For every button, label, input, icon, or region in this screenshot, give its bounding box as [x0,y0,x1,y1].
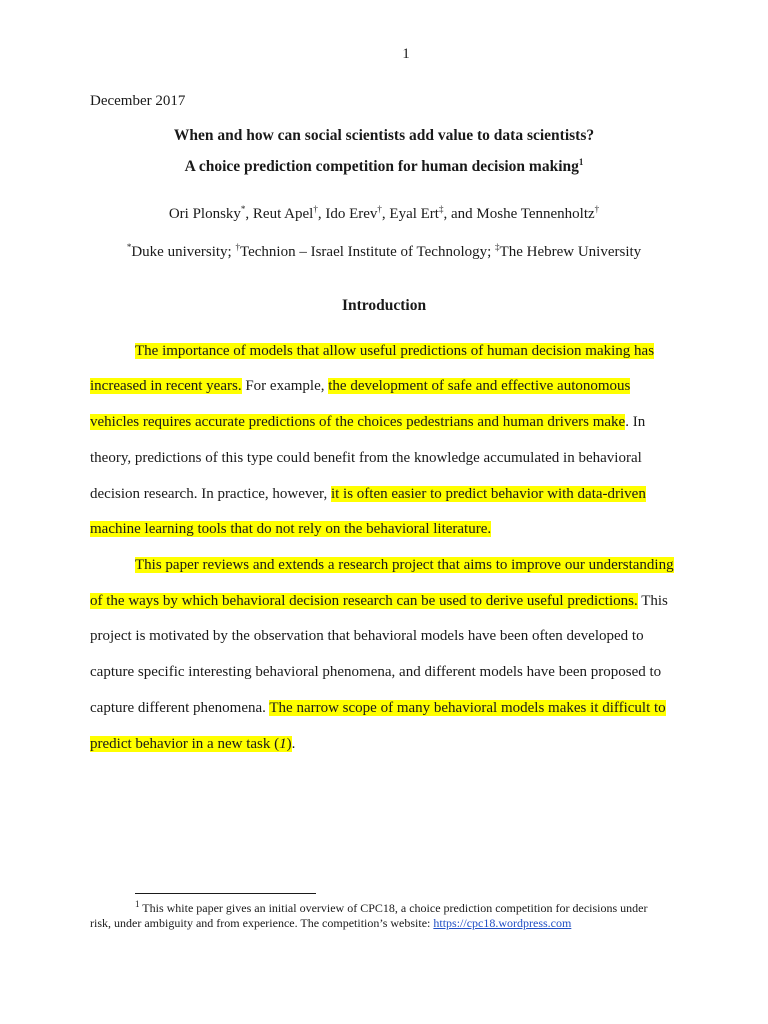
paper-title-text: A choice prediction competition for human decision making [184,158,579,175]
footnote-line-1 [135,901,648,916]
highlighted-text-part: predict behavior in a new task ( [90,736,280,752]
paper-title-line-2 [0,158,768,176]
author-name: Ori Plonsky [168,206,241,222]
highlighted-text: vehicles requires accurate predictions of the choices pedestrians and human drivers make [90,414,626,430]
body-text: This [637,593,668,609]
highlighted-text-part: ) [286,736,292,752]
author-separator: , and [443,206,477,222]
body-line [90,593,668,610]
footnote-marker: 1 [135,899,140,909]
competition-website-link[interactable]: https://cpc18.wordpress.com [433,916,572,930]
body-line [90,450,642,467]
body-text: For example, [241,378,329,394]
highlighted-text: the development of safe and effective autonomous [328,378,631,394]
body-text: . [291,736,296,752]
author-separator: , [381,206,390,222]
author-name: Eyal Ert [389,206,439,222]
highlighted-text: The narrow scope of many behavioral models makes it difficult to [269,700,666,716]
body-text: . In [625,414,646,430]
author-affiliation-mark: † [594,204,600,214]
highlighted-text: This paper reviews and extends a research project that aims to improve our understanding [135,557,674,573]
affiliation-mark: † [235,242,240,252]
highlighted-text: increased in recent years. [90,378,242,394]
highlighted-text: The importance of models that allow useful predictions of human decision making has [135,343,655,359]
citation-reference[interactable]: 1 [279,736,287,752]
body-line [135,557,674,574]
highlighted-text [90,736,292,752]
author-affiliation-mark: * [240,204,246,214]
body-line [90,736,295,753]
section-heading-introduction: Introduction [341,297,427,314]
body-text: capture different phenomena. [90,700,270,716]
author-list [0,206,768,223]
author-affiliation-mark: † [313,204,318,214]
author-name: Moshe Tennenholtz [476,206,595,222]
footnote-text: risk, under ambiguity and from experience. The competition’s website: [90,916,434,930]
author-affiliation-mark: † [377,204,382,214]
document-date: December 2017 [90,93,186,109]
paper-title-line-1: When and how can social scientists add value to data scientists? [173,127,595,144]
author-affiliation-mark: ‡ [438,204,444,214]
highlighted-text: of the ways by which behavioral decision research can be used to derive useful predictions. [90,593,638,609]
affiliation-name: Technion – Israel Institute of Technology; [239,244,496,260]
affiliation-name: The Hebrew University [499,244,642,260]
author-separator: , [317,206,326,222]
footnote-line-2 [90,916,571,931]
footnote-separator [135,893,316,894]
affiliation-list [0,244,768,261]
body-line [90,700,666,717]
body-line [90,414,645,431]
body-line [135,343,654,360]
body-line [90,486,646,503]
body-line [90,664,661,681]
body-text: capture specific interesting behavioral phenomena, and different models have been proposed to [90,664,662,680]
body-text: decision research. In practice, however, [90,486,331,502]
author-name: Reut Apel [252,206,314,222]
affiliation-name: Duke university; [131,244,236,260]
title-footnote-marker[interactable]: 1 [578,156,584,167]
body-text: project is motivated by the observation that behavioral models have been often developed to [90,628,644,644]
footnote-text: This white paper gives an initial overview of CPC18, a choice prediction competition for decisions under [139,901,648,915]
affiliation-mark: ‡ [495,242,500,252]
author-name: Ido Erev [325,206,378,222]
highlighted-text: machine learning tools that do not rely on the behavioral literature. [90,521,492,537]
body-text: theory, predictions of this type could benefit from the knowledge accumulated in behavioral [90,450,642,466]
page-number: 1 [402,46,410,62]
body-line [90,628,644,645]
affiliation-mark: * [126,242,132,252]
body-line [90,521,491,538]
highlighted-text: it is often easier to predict behavior with data-driven [330,486,646,502]
body-line [90,378,630,395]
author-separator: , [245,206,253,222]
